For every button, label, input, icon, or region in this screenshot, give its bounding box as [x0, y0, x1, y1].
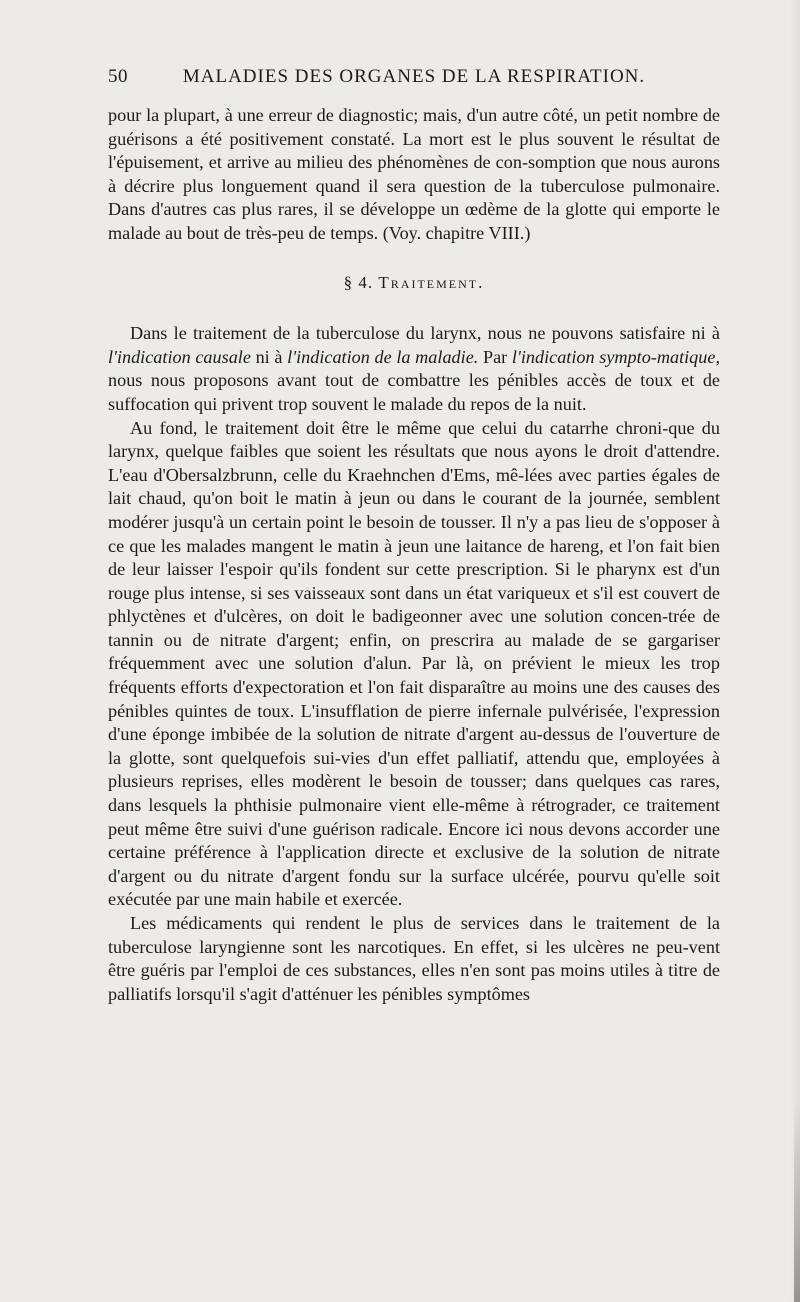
running-title: MALADIES DES ORGANES DE LA RESPIRATION.: [182, 66, 646, 87]
text-run: ni à: [250, 346, 288, 367]
text-run: , nous nous proposons avant tout de combattre les pénibles accès de toux et de suffocation qui privent trop souvent le malade du repos de la nuit.: [108, 346, 720, 414]
running-header: [108, 66, 720, 90]
emphasis-symptomatic: l'indication sympto-matique: [511, 346, 716, 367]
section-title: Traitement.: [378, 272, 485, 292]
section-heading: [108, 271, 720, 295]
page-body: [108, 104, 720, 1006]
page-number: 50: [108, 66, 128, 87]
text-run: Dans le traitement de la tuberculose du larynx, nous ne pouvons satisfaire ni à: [130, 323, 720, 344]
emphasis-disease: l'indication de la maladie.: [287, 346, 479, 367]
paragraph-narcotics: Les médicaments qui rendent le plus de services dans le traitement de la tuberculose laryngienne sont les narcotiques. En effet, si les ulcères ne peu-vent être guéris par l'emploi de ces substances, elles n'en sont pas moins utiles à titre de palliatifs lorsqu'il s'agit d'atténuer les pénibles symptômes: [108, 913, 720, 1004]
section-number: § 4.: [343, 272, 374, 292]
paragraph-treatment-intro: [108, 322, 720, 416]
page-edge-mark: [794, 1100, 800, 1302]
paragraph-continuation: pour la plupart, à une erreur de diagnostic; mais, d'un autre côté, un petit nombre de guérisons a été positivement constaté. La mort est le plus souvent le résultat de l'épuisement, et arrive au milieu des phénomènes de con-somption que nous aurons à décrire plus longuement quand il sera question de la tuberculose pulmonaire. Dans d'autres cas plus rares, il se développe un œdème de la glotte qui emporte le malade au bout de très-peu de temps. (Voy. chapitre VIII.): [108, 105, 720, 243]
text-run: Par: [478, 346, 512, 367]
emphasis-causal: l'indication causale: [108, 346, 251, 367]
paragraph-treatment-details: Au fond, le traitement doit être le même que celui du catarrhe chroni-que du larynx, quelque faibles que soient les résultats que nous ayons le droit d'attendre. L'eau d'Obersalzbrunn, celle du Kraehnchen d'Ems, mê-lées avec parties égales de lait chaud, qu'on boit le matin à jeun ou dans le courant de la journée, semblent modérer jusqu'à un certain point le besoin de tousser. Il n'y a pas lieu de s'opposer à ce que les malades mangent le matin à jeun une laitance de hareng, et l'on fait bien de leur laisser l'espoir qu'ils fondent sur cette prescription. Si le pharynx est d'un rouge plus intense, si ses vaisseaux sont dans un état variqueux et s'il est couvert de phlyctènes et d'ulcères, on doit le badigeonner avec une solution concen-trée de tannin ou de nitrate d'argent; enfin, on prescrira au malade de se gargariser fréquemment avec une solution d'alun. Par là, on prévient le mieux les trop fréquents efforts d'expectoration et l'on fait disparaître au moins une des causes des pénibles quintes de toux. L'insufflation de pierre infernale pulvérisée, l'expression d'une éponge imbibée de la solution de nitrate d'argent au-dessus de l'ouverture de la glotte, sont quelquefois sui-vies d'un effet palliatif, attendu que, employées à plusieurs reprises, elles modèrent le besoin de tousser; dans quelques cas rares, dans lesquels la phthisie pulmonaire vient elle-même à rétrograder, ce traitement peut même être suivi d'une guérison radicale. Encore ici nous devons accorder une certaine préférence à l'application directe et exclusive de la solution de nitrate d'argent ou du nitrate d'argent fondu sur la surface ulcérée, pourvu qu'elle soit exécutée par une main habile et exercée.: [108, 417, 720, 910]
